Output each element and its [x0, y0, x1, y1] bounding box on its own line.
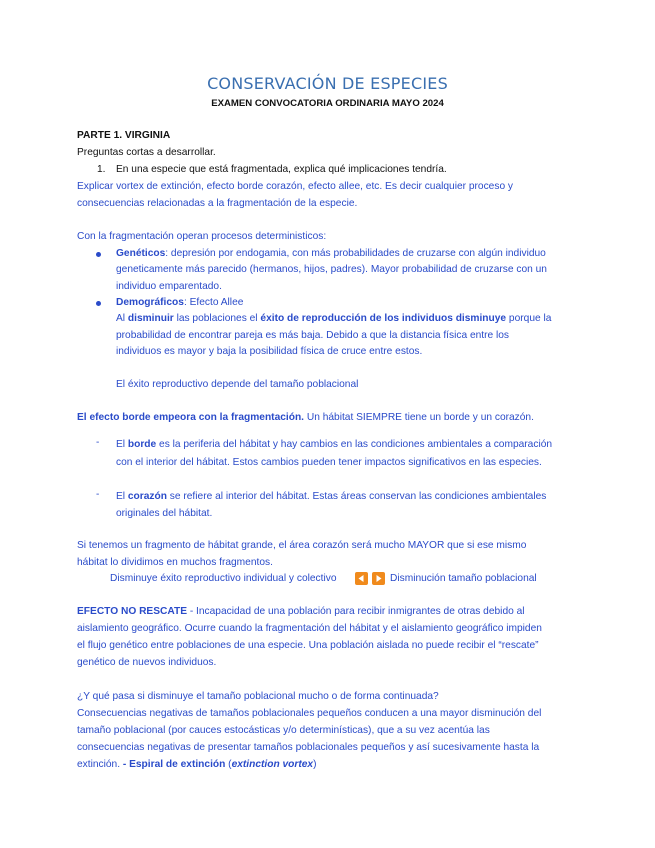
text-run: las poblaciones el [173, 313, 261, 324]
text-run: - Incapacidad de una población para recibir inmigrantes de otras debido al [187, 606, 525, 617]
edge-line: con el interior del hábitat. Estos cambios pueden tener impactos significativos en las especies. [116, 457, 542, 468]
text-run: Al [116, 313, 128, 324]
vortex-line: tamaño poblacional (por cauces estocásticas y/o determinísticas), que a su vez acentúa las [77, 725, 490, 736]
genetic-line: geneticamente más parecido (hermanos, hijos, padres). Mayor probabilidad de cruzarse con un [116, 264, 547, 275]
text-run: es la periferia del hábitat y hay cambios en las condiciones ambientales a comparación [156, 439, 553, 450]
text-run-bold: - Espiral de extinción [122, 759, 226, 770]
demographic-line [116, 311, 551, 327]
fragment-line: Disminución tamaño poblacional [390, 573, 537, 584]
bullet-icon [96, 301, 101, 306]
text-run: El [116, 439, 128, 450]
text-run: Un hábitat SIEMPRE tiene un borde y un corazón. [304, 412, 534, 423]
document-subtitle: EXAMEN CONVOCATORIA ORDINARIA MAYO 2024 [211, 98, 444, 109]
genetic-line: individuo emparentado. [116, 281, 222, 292]
text-run: El [116, 491, 128, 502]
text-run-bold: borde [127, 439, 157, 450]
vortex-line: Consecuencias negativas de tamaños poblacionales pequeños conducen a una mayor disminución del [77, 708, 542, 719]
text-run: ( [225, 759, 232, 770]
core-line [116, 489, 546, 505]
rescue-line: genético de nuevos individuos. [77, 657, 217, 668]
arrow-right-icon [372, 572, 385, 585]
part-intro: Preguntas cortas a desarrollar. [77, 147, 216, 158]
fragment-line: Disminuye éxito reproductivo individual y colectivo [110, 573, 337, 584]
genetic-text: : depresión por endogamia, con más probabilidades de cruzarse con algún individuo [165, 248, 546, 259]
answer-line: consecuencias relacionadas a la fragmentación de la especie. [77, 198, 358, 209]
answer-line: Explicar vortex de extinción, efecto borde corazón, efecto allee, etc. Es decir cualquier proceso y [77, 181, 514, 192]
genetic-label: Genéticos [116, 248, 166, 259]
rescue-line [77, 604, 525, 620]
edge-line [116, 437, 552, 453]
dash-bullet: - [96, 437, 100, 448]
demographic-label: Demográficos [116, 297, 184, 308]
bullet-icon [96, 252, 101, 257]
document-title: CONSERVACIÓN DE ESPECIES [207, 74, 448, 93]
rescue-heading: EFECTO NO RESCATE [77, 606, 187, 617]
demographic-line: individuos es mayor y baja la posibilidad física de cruce entre estos. [116, 346, 423, 357]
fragment-line: hábitat lo dividimos en muchos fragmentos. [77, 557, 273, 568]
demographic-line: El éxito reproductivo depende del tamaño poblacional [116, 379, 359, 390]
deterministic-intro: Con la fragmentación operan procesos deterministicos: [77, 231, 327, 242]
genetic-line [116, 246, 546, 262]
rescue-line: el flujo genético entre poblaciones de una especie. Una población aislada no puede recibir el “rescate” [77, 640, 539, 651]
vortex-question: ¿Y qué pasa si disminuye el tamaño poblacional mucho o de forma continuada? [77, 691, 439, 702]
text-run-bold: éxito de reproducción de los individuos disminuye [260, 313, 507, 324]
core-line: originales del hábitat. [116, 508, 213, 519]
question-text: En una especie que está fragmentada, explica qué implicaciones tendría. [116, 164, 447, 175]
question-number: 1. [97, 164, 106, 175]
text-run-bold-italic: extinction vortex [231, 759, 314, 770]
demographic-text: : Efecto Allee [183, 297, 244, 308]
fragment-line: Si tenemos un fragmento de hábitat grande, el área corazón será mucho MAYOR que si ese mismo [77, 540, 527, 551]
vortex-line: consecuencias negativas de presentar tamaños poblacionales pequeños y así sucesivamente hasta la [77, 742, 540, 753]
dash-bullet: - [96, 489, 100, 500]
arrow-left-icon [355, 572, 368, 585]
text-run-bold: corazón [127, 491, 167, 502]
part-heading: PARTE 1. VIRGINIA [77, 130, 171, 141]
demographic-line: probabilidad de encontrar pareja es más baja. Debido a que la distancia física entre los [116, 330, 510, 341]
demographic-line [116, 295, 243, 311]
text-run: extinción. [77, 759, 123, 770]
edge-heading [77, 410, 534, 426]
text-run-bold: disminuir [127, 313, 174, 324]
text-run-bold: El efecto borde empeora con la fragmentación. [77, 412, 305, 423]
text-run: porque la [506, 313, 552, 324]
rescue-line: aislamiento geográfico. Ocurre cuando la fragmentación del hábitat y el aislamiento geográfico impiden [77, 623, 542, 634]
text-run: se refiere al interior del hábitat. Estas áreas conservan las condiciones ambientales [166, 491, 547, 502]
text-run: ) [313, 759, 317, 770]
vortex-line [77, 757, 317, 773]
